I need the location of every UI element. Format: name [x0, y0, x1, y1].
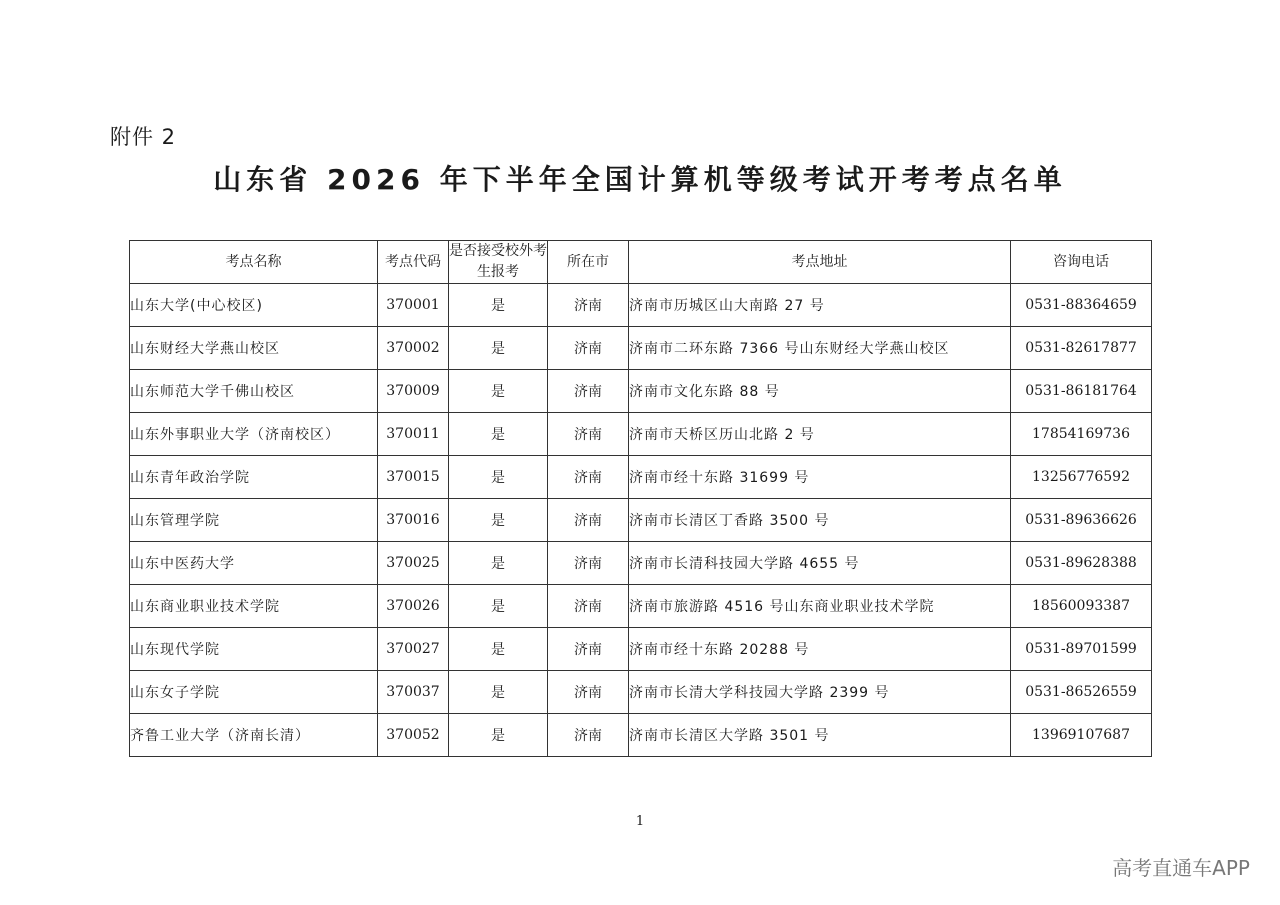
cell-address: 济南市长清科技园大学路 4655 号 [629, 542, 1011, 585]
watermark: 高考直通车APP [1112, 856, 1250, 880]
cell-city: 济南 [548, 413, 629, 456]
cell-site-code: 370027 [378, 628, 449, 671]
cell-site-code: 370016 [378, 499, 449, 542]
cell-address: 济南市旅游路 4516 号山东商业职业技术学院 [629, 585, 1011, 628]
cell-address: 济南市二环东路 7366 号山东财经大学燕山校区 [629, 327, 1011, 370]
cell-address: 济南市长清区大学路 3501 号 [629, 714, 1011, 757]
cell-phone: 0531-89636626 [1011, 499, 1152, 542]
cell-site-code: 370052 [378, 714, 449, 757]
header-site-name: 考点名称 [130, 241, 378, 284]
cell-site-name: 山东大学(中心校区) [130, 284, 378, 327]
cell-accepts-external: 是 [449, 714, 548, 757]
cell-phone: 0531-89701599 [1011, 628, 1152, 671]
cell-phone: 0531-86181764 [1011, 370, 1152, 413]
cell-site-code: 370001 [378, 284, 449, 327]
header-city: 所在市 [548, 241, 629, 284]
table-row [130, 714, 1152, 757]
cell-phone: 17854169736 [1011, 413, 1152, 456]
cell-accepts-external: 是 [449, 628, 548, 671]
cell-site-name: 山东现代学院 [130, 628, 378, 671]
header-site-code: 考点代码 [378, 241, 449, 284]
cell-phone: 0531-82617877 [1011, 327, 1152, 370]
exam-sites-table [129, 240, 1152, 757]
cell-accepts-external: 是 [449, 499, 548, 542]
cell-city: 济南 [548, 542, 629, 585]
cell-city: 济南 [548, 370, 629, 413]
cell-site-name: 齐鲁工业大学（济南长清） [130, 714, 378, 757]
cell-site-name: 山东商业职业技术学院 [130, 585, 378, 628]
cell-phone: 13969107687 [1011, 714, 1152, 757]
table-row [130, 370, 1152, 413]
cell-phone: 0531-89628388 [1011, 542, 1152, 585]
cell-site-name: 山东女子学院 [130, 671, 378, 714]
cell-site-code: 370037 [378, 671, 449, 714]
table-row [130, 499, 1152, 542]
cell-site-code: 370025 [378, 542, 449, 585]
cell-accepts-external: 是 [449, 370, 548, 413]
cell-site-name: 山东师范大学千佛山校区 [130, 370, 378, 413]
cell-address: 济南市历城区山大南路 27 号 [629, 284, 1011, 327]
cell-city: 济南 [548, 585, 629, 628]
cell-accepts-external: 是 [449, 413, 548, 456]
document-title: 山东省 2026 年下半年全国计算机等级考试开考考点名单 [213, 163, 1067, 196]
cell-address: 济南市天桥区历山北路 2 号 [629, 413, 1011, 456]
table-row [130, 628, 1152, 671]
table-header [130, 241, 1152, 284]
cell-site-code: 370009 [378, 370, 449, 413]
header-address: 考点地址 [629, 241, 1011, 284]
cell-accepts-external: 是 [449, 456, 548, 499]
cell-accepts-external: 是 [449, 327, 548, 370]
page-number: 1 [635, 814, 645, 829]
cell-site-code: 370026 [378, 585, 449, 628]
cell-address: 济南市长清大学科技园大学路 2399 号 [629, 671, 1011, 714]
cell-site-code: 370011 [378, 413, 449, 456]
cell-accepts-external: 是 [449, 585, 548, 628]
cell-city: 济南 [548, 284, 629, 327]
header-accepts-external: 是否接受校外考生报考 [449, 241, 548, 284]
cell-address: 济南市文化东路 88 号 [629, 370, 1011, 413]
cell-accepts-external: 是 [449, 671, 548, 714]
header-phone: 咨询电话 [1011, 241, 1152, 284]
table-row [130, 542, 1152, 585]
cell-phone: 0531-88364659 [1011, 284, 1152, 327]
attachment-label: 附件 2 [110, 125, 177, 149]
cell-city: 济南 [548, 499, 629, 542]
cell-phone: 18560093387 [1011, 585, 1152, 628]
cell-site-name: 山东外事职业大学（济南校区） [130, 413, 378, 456]
table-row [130, 413, 1152, 456]
table-row [130, 671, 1152, 714]
cell-site-code: 370015 [378, 456, 449, 499]
cell-site-name: 山东财经大学燕山校区 [130, 327, 378, 370]
cell-address: 济南市经十东路 31699 号 [629, 456, 1011, 499]
table-row [130, 456, 1152, 499]
cell-accepts-external: 是 [449, 542, 548, 585]
cell-city: 济南 [548, 456, 629, 499]
cell-phone: 13256776592 [1011, 456, 1152, 499]
cell-city: 济南 [548, 671, 629, 714]
cell-accepts-external: 是 [449, 284, 548, 327]
cell-site-name: 山东管理学院 [130, 499, 378, 542]
cell-city: 济南 [548, 714, 629, 757]
cell-city: 济南 [548, 628, 629, 671]
table-row [130, 327, 1152, 370]
cell-city: 济南 [548, 327, 629, 370]
cell-site-code: 370002 [378, 327, 449, 370]
cell-phone: 0531-86526559 [1011, 671, 1152, 714]
table-row [130, 284, 1152, 327]
cell-site-name: 山东中医药大学 [130, 542, 378, 585]
table-row [130, 585, 1152, 628]
table-body [130, 284, 1152, 757]
table-header-row [130, 241, 1152, 284]
cell-site-name: 山东青年政治学院 [130, 456, 378, 499]
cell-address: 济南市经十东路 20288 号 [629, 628, 1011, 671]
cell-address: 济南市长清区丁香路 3500 号 [629, 499, 1011, 542]
